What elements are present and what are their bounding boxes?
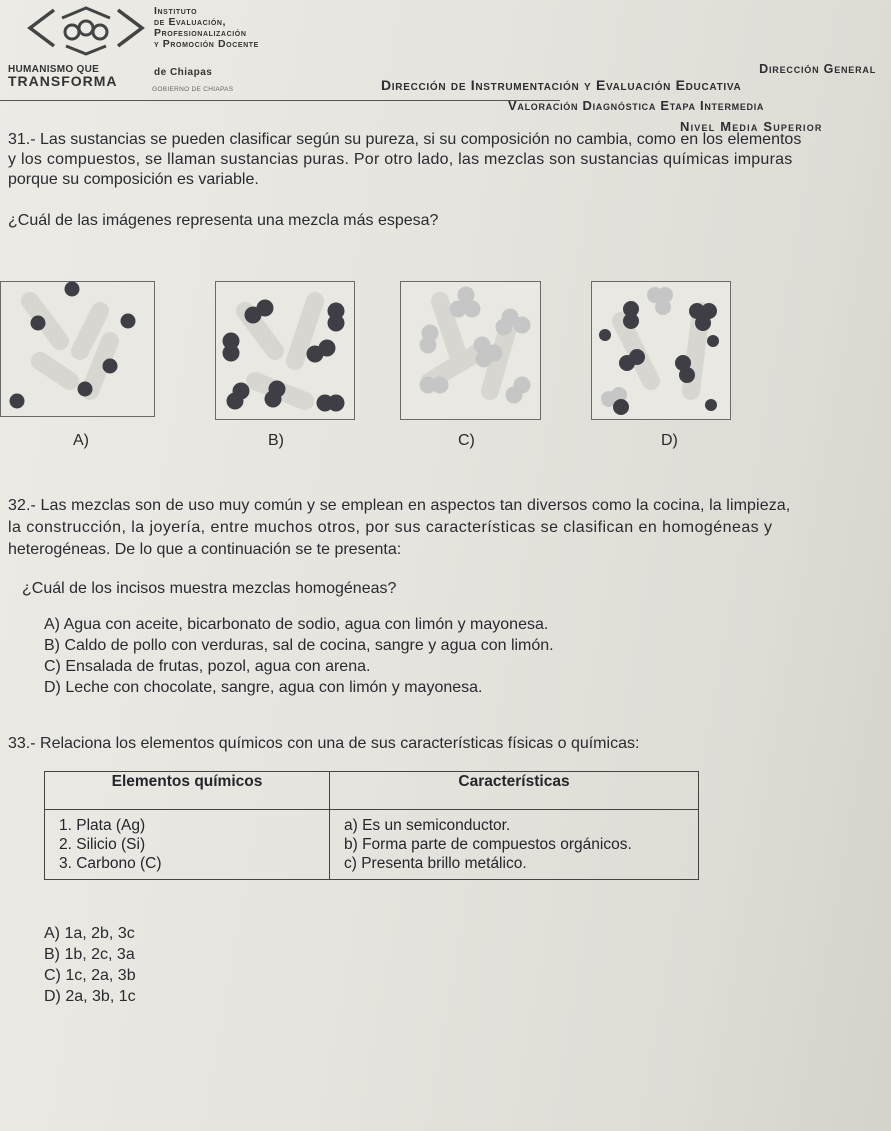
- q33-option-d[interactable]: D) 2a, 3b, 1c: [44, 988, 136, 1005]
- q31-line-3: porque su composición es variable.: [8, 171, 259, 188]
- institute-logo: [26, 6, 146, 58]
- q33-option-a[interactable]: A) 1a, 2b, 3c: [44, 925, 135, 942]
- option-c-image: [400, 281, 545, 428]
- table-row: [45, 810, 699, 880]
- q31-line-1: 31.- Las sustancias se pueden clasificar según su pureza, si su composición no cambia, como en los elementos: [8, 131, 802, 148]
- option-b-image: [215, 281, 357, 428]
- q32-option-a[interactable]: A) Agua con aceite, bicarbonato de sodio, agua con limón y mayonesa.: [44, 616, 549, 633]
- option-a-image: [0, 281, 158, 428]
- characteristic-item: c) Presenta brillo metálico.: [344, 855, 527, 872]
- header-divider: [0, 100, 560, 101]
- elements-cell: [45, 810, 330, 880]
- q33-option-b[interactable]: B) 1b, 2c, 3a: [44, 946, 135, 963]
- q31-question: ¿Cuál de las imágenes representa una mezcla más espesa?: [8, 212, 439, 229]
- option-b-label[interactable]: B): [268, 432, 284, 449]
- element-item: 2. Silicio (Si): [59, 836, 146, 853]
- characteristic-item: b) Forma parte de compuestos orgánicos.: [344, 836, 632, 853]
- direccion-instrumentacion: Dirección de Instrumentación y Evaluación Educativa: [381, 77, 742, 93]
- option-a-label[interactable]: A): [73, 432, 89, 449]
- institute-name: Instituto de Evaluación, Profesionalización y Promoción Docente: [154, 5, 259, 50]
- q32-line-3: heterogéneas. De lo que a continuación se te presenta:: [8, 541, 402, 558]
- q32-line-1: 32.- Las mezclas son de uso muy común y se emplean en aspectos tan diversos como la cocina, la limpieza,: [8, 497, 791, 514]
- element-item: 3. Carbono (C): [59, 855, 162, 872]
- nivel-educativo: Nivel Media Superior: [680, 119, 823, 134]
- slogan: HUMANISMO QUE TRANSFORMA: [8, 64, 118, 89]
- government-caption: GOBIERNO DE CHIAPAS: [152, 86, 234, 93]
- q32-option-d[interactable]: D) Leche con chocolate, sangre, agua con limón y mayonesa.: [44, 679, 483, 696]
- direccion-general: Dirección General: [759, 62, 876, 76]
- q33-title: 33.- Relaciona los elementos químicos con una de sus características físicas o químicas:: [8, 735, 640, 752]
- q32-question: ¿Cuál de los incisos muestra mezclas homogéneas?: [22, 580, 397, 597]
- characteristic-item: a) Es un semiconductor.: [344, 817, 511, 834]
- q31-line-2: y los compuestos, se llaman sustancias puras. Por otro lado, las mezclas son sustancias químicas impuras: [8, 151, 793, 168]
- option-c-label[interactable]: C): [458, 432, 475, 449]
- characteristics-cell: [330, 810, 699, 880]
- element-item: 1. Plata (Ag): [59, 817, 146, 834]
- option-d-image: [591, 281, 733, 428]
- header-caracteristicas: Características: [330, 772, 699, 810]
- header-elementos: Elementos químicos: [45, 772, 330, 810]
- elements-table: [44, 771, 699, 880]
- q32-line-2: la construcción, la joyería, entre muchos otros, por sus características se clasifican en homogéneas y: [8, 519, 773, 536]
- q33-option-c[interactable]: C) 1c, 2a, 3b: [44, 967, 136, 984]
- q32-option-c[interactable]: C) Ensalada de frutas, pozol, agua con arena.: [44, 658, 371, 675]
- state-name: de Chiapas: [154, 67, 213, 78]
- valoracion-diagnostica: Valoración Diagnóstica Etapa Intermedia: [508, 98, 765, 113]
- option-d-label[interactable]: D): [661, 432, 678, 449]
- q32-option-b[interactable]: B) Caldo de pollo con verduras, sal de cocina, sangre y agua con limón.: [44, 637, 554, 654]
- table-header-row: [45, 772, 699, 810]
